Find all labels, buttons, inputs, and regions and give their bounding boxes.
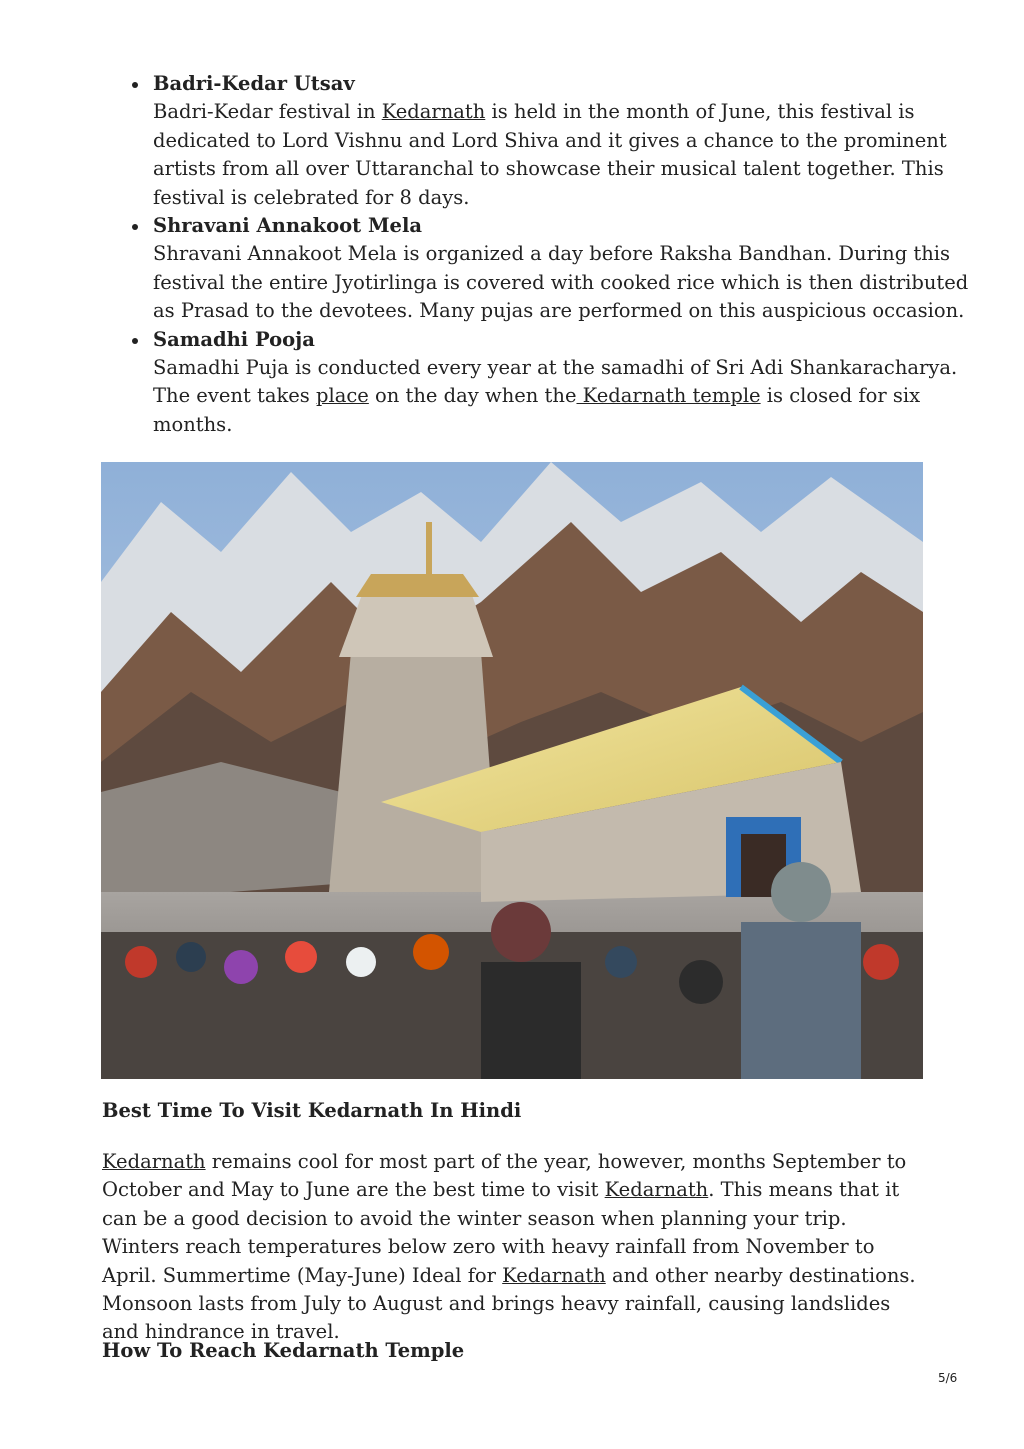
text-span: and other nearby destinations. Monsoon lasts from July to August and brings heavy rainfall, causing landslides and hindrance in travel.: [102, 1263, 916, 1344]
text-span: is closed for six months.: [153, 384, 921, 436]
kedarnath-link[interactable]: Kedarnath: [102, 1150, 206, 1173]
festival-description: [153, 354, 983, 439]
temple-photo-illustration: [101, 462, 923, 1079]
kedarnath-link[interactable]: Kedarnath: [502, 1263, 606, 1287]
text-span: Badri-Kedar festival in: [153, 100, 382, 124]
best-time-paragraph: [102, 1148, 924, 1347]
festival-title: Badri-Kedar Utsav: [153, 72, 355, 95]
kedarnath-link[interactable]: Kedarnath: [604, 1178, 709, 1202]
list-item: [153, 70, 983, 212]
kedarnath-temple-link[interactable]: Kedarnath temple: [576, 384, 761, 408]
how-to-reach-heading: How To Reach Kedarnath Temple: [102, 1339, 465, 1362]
text-span: remains cool for most part of the year, however, months September to October and May to June are the best time to visit: [102, 1150, 907, 1202]
festival-description: [153, 98, 983, 212]
kedarnath-link[interactable]: Kedarnath: [381, 100, 486, 124]
list-item: [153, 212, 983, 326]
festival-title: Shravani Annakoot Mela: [153, 214, 422, 238]
page-number: 5/6: [938, 1371, 958, 1385]
festival-list: [102, 70, 983, 439]
place-link[interactable]: place: [316, 384, 369, 408]
festival-description: Shravani Annakoot Mela is organized a day before Raksha Bandhan. During this festival the entire Jyotirlinga is covered with cooked rice which is then distributed as Prasad to the devotees. Many pujas are performed on this auspicious occasion.: [153, 242, 969, 323]
kedarnath-temple-photo: [101, 462, 923, 1079]
text-span: on the day when the: [368, 384, 577, 408]
text-span: is held in the month of June, this festival is dedicated to Lord Vishnu and Lord Shiva and it gives a chance to the prominent artists from all over Uttaranchal to showcase their musical talent together. This festival is celebrated for 8 days.: [153, 100, 947, 209]
festival-title: Samadhi Pooja: [153, 327, 315, 351]
best-time-heading: Best Time To Visit Kedarnath In Hindi: [102, 1099, 522, 1122]
text-span: Samadhi Puja is conducted every year at the samadhi of Sri Adi Shankaracharya. The event takes: [153, 356, 958, 408]
list-item: [153, 326, 983, 440]
text-span: . This means that it can be a good decision to avoid the winter season when planning your trip. Winters reach temperatures below zero with heavy rainfall from November to April. Summertime (May-June) Ideal for: [102, 1178, 900, 1287]
